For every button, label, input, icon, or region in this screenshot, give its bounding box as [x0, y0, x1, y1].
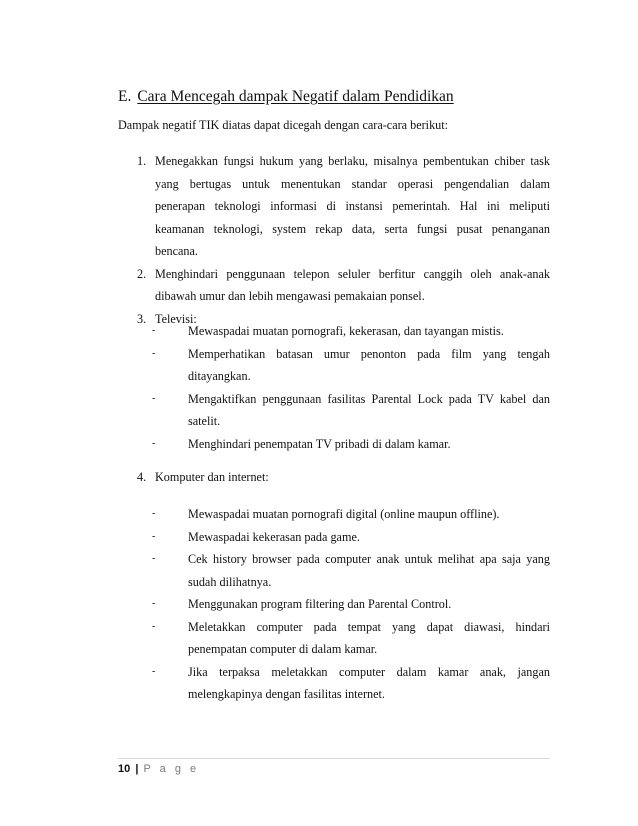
list-item: [152, 661, 550, 706]
bullet-marker: -: [152, 325, 156, 336]
bullet-line: penempatan computer di dalam kamar.: [188, 642, 378, 656]
list-item: [152, 320, 550, 343]
item-line: Televisi:: [155, 311, 197, 326]
bullet-marker: -: [152, 530, 156, 542]
list-item: [152, 433, 550, 456]
item-line: dibawah umur dan lebih mengawasi pemakaian ponsel.: [155, 289, 425, 303]
list-item: [137, 466, 550, 489]
tv-bullet-list: [152, 320, 550, 455]
intro-paragraph: Dampak negatif TIK diatas dapat dicegah dengan cara-cara berikut:: [118, 118, 449, 132]
item-number: 2.: [137, 266, 147, 281]
page-number: 10: [118, 763, 131, 775]
item-line: Komputer dan internet:: [155, 470, 269, 484]
item-line: keamanan teknologi, system rekap data, serta fungsi pusat penanganan: [155, 221, 550, 236]
item-line: Menghindari penggunaan telepon seluler berfitur canggih oleh anak-anak: [155, 266, 550, 281]
bullet-line: ditayangkan.: [188, 369, 251, 383]
bullet-marker: -: [152, 508, 156, 519]
section-title: Cara Mencegah dampak Negatif dalam Pendidikan: [137, 88, 454, 105]
footer-separator: |: [135, 763, 139, 775]
bullet-marker: -: [152, 347, 156, 359]
bullet-marker: -: [152, 392, 156, 404]
bullet-marker: -: [152, 437, 156, 449]
list-item: [152, 388, 550, 433]
bullet-marker: -: [152, 553, 156, 564]
page-label: P a g e: [143, 763, 200, 775]
list-item: [152, 526, 550, 549]
list-item: [152, 343, 550, 388]
bullet-line: Mengaktifkan penggunaan fasilitas Parental Lock pada TV kabel dan: [188, 391, 550, 406]
footer-divider: [118, 758, 550, 759]
page-footer: [118, 762, 199, 776]
bullet-marker: -: [152, 665, 156, 677]
section-letter: E.: [118, 88, 132, 105]
bullet-line: Mewaspadai muatan pornografi digital (online maupun offline).: [188, 507, 500, 521]
bullet-marker: -: [152, 620, 156, 632]
item-line: Menegakkan fungsi hukum yang berlaku, misalnya pembentukan chiber task: [155, 154, 550, 168]
numbered-list: [137, 150, 550, 330]
bullet-marker: -: [152, 598, 156, 609]
section-heading: [118, 87, 454, 107]
item-line: yang bertugas untuk menentukan standar operasi pengendalian dalam: [155, 176, 550, 191]
bullet-line: melengkapinya dengan fasilitas internet.: [188, 687, 385, 701]
list-item: [137, 263, 550, 308]
bullet-line: Memperhatikan batasan umur penonton pada film yang tengah: [188, 346, 550, 361]
bullet-line: Menggunakan program filtering dan Parental Control.: [188, 597, 452, 611]
list-item: [137, 150, 550, 263]
bullet-line: Meletakkan computer pada tempat yang dapat diawasi, hindari: [188, 619, 550, 634]
bullet-line: sudah dilihatnya.: [188, 574, 272, 589]
list-item: [152, 616, 550, 661]
list-item: [152, 548, 550, 593]
list-item: [152, 593, 550, 616]
item-line: bencana.: [155, 244, 198, 258]
item-line: penerapan teknologi informasi di instansi pemerintah. Hal ini meliputi: [155, 199, 550, 213]
item-number: 1.: [137, 154, 147, 168]
item-number: 3.: [137, 311, 147, 326]
list-item: [152, 503, 550, 526]
bullet-line: Mewaspadai kekerasan pada game.: [188, 529, 360, 544]
bullet-line: Cek history browser pada computer anak untuk melihat apa saja yang: [188, 552, 550, 566]
bullet-line: Mewaspadai muatan pornografi, kekerasan, dan tayangan mistis.: [188, 324, 504, 338]
bullet-line: Menghindari penempatan TV pribadi di dalam kamar.: [188, 436, 451, 451]
bullet-line: Jika terpaksa meletakkan computer dalam kamar anak, jangan: [188, 664, 550, 679]
pc-bullet-list: [152, 503, 550, 706]
item-number: 4.: [137, 470, 147, 484]
numbered-list-continued: [137, 466, 550, 489]
bullet-line: satelit.: [188, 414, 221, 428]
